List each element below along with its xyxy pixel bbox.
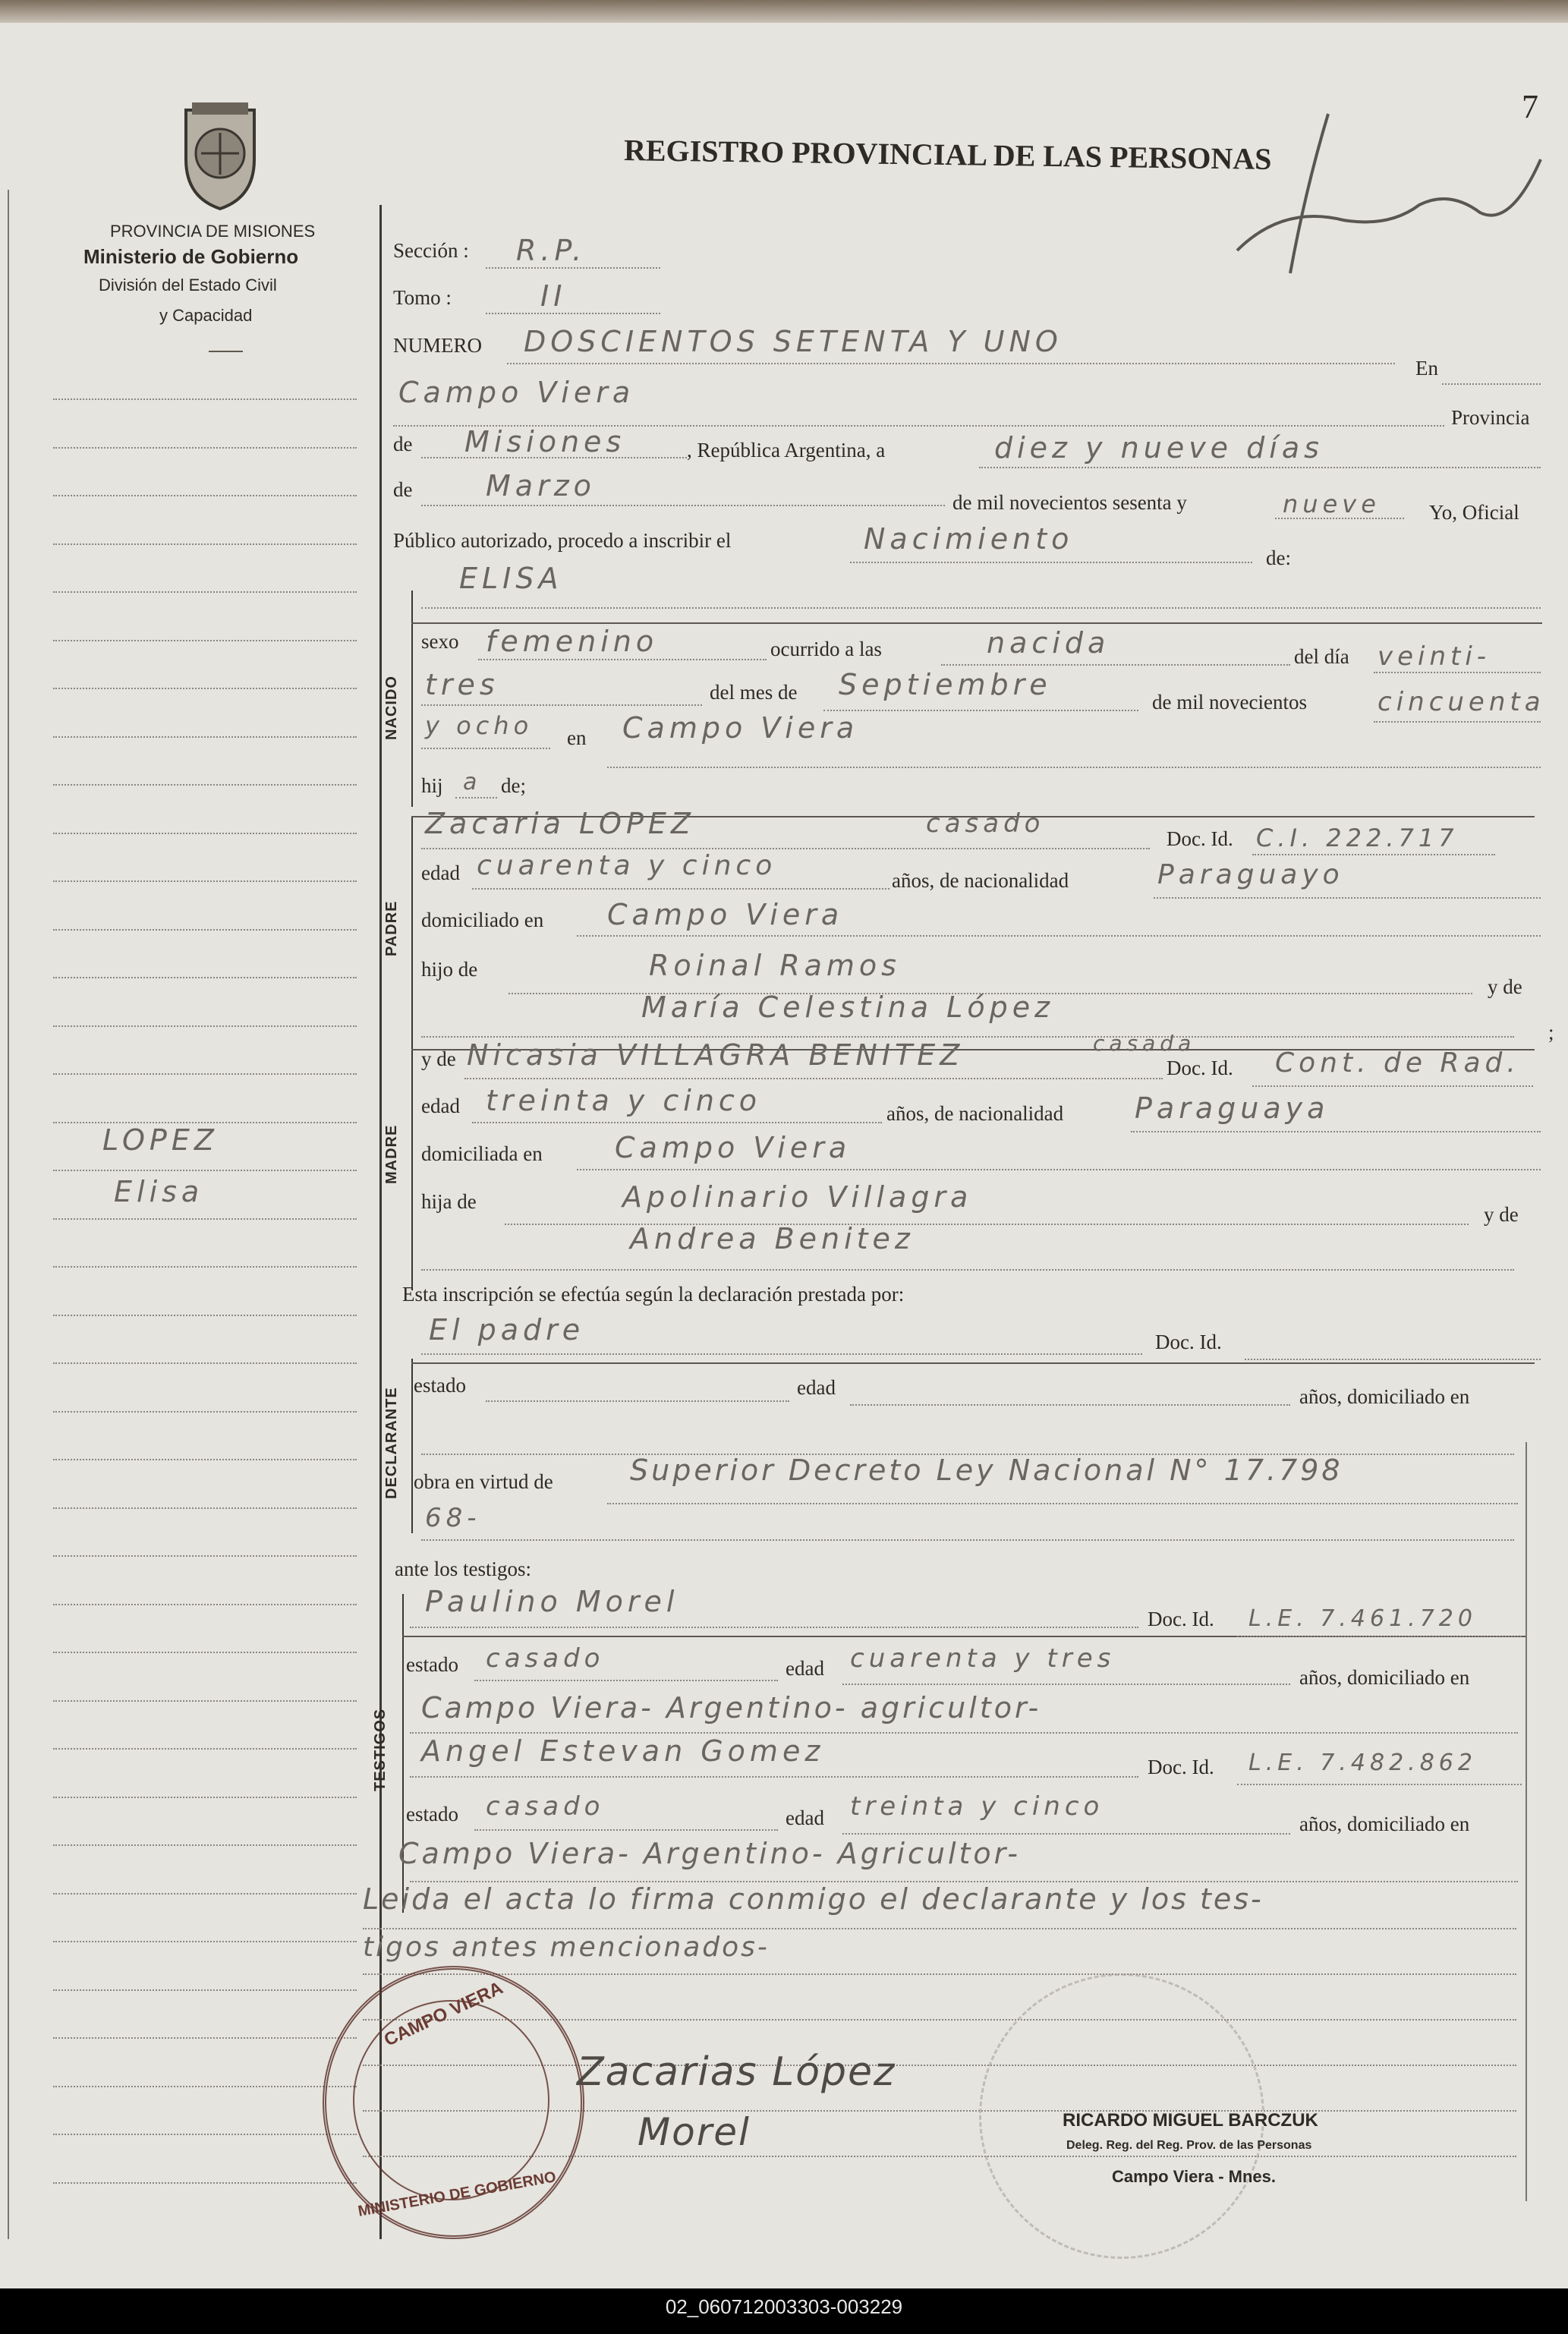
label-en: En <box>1415 357 1438 380</box>
margin-line <box>53 1989 357 1991</box>
margin-line <box>53 1266 357 1268</box>
lugar-nac-line <box>607 767 1541 768</box>
value-padre-estado: casado <box>926 808 1045 839</box>
dia-line-2 <box>421 704 702 706</box>
margin-line <box>53 1025 357 1027</box>
value-numero: DOSCIENTOS SETENTA Y UNO <box>524 325 1063 358</box>
value-t1-dom: Campo Viera- Argentino- agricultor- <box>421 1691 1042 1725</box>
value-dia-1: veinti- <box>1378 641 1491 672</box>
margin-line <box>53 2134 357 2135</box>
margin-line <box>53 688 357 689</box>
numero-line <box>507 363 1395 364</box>
margin-line <box>53 495 357 496</box>
margin-line <box>53 1411 357 1413</box>
padre-bracket <box>411 816 413 1066</box>
padre-doc-line <box>1252 854 1495 855</box>
t2-estado-line <box>474 1829 778 1831</box>
value-madre-dom: Campo Viera <box>615 1131 852 1164</box>
label-de-provincia: de <box>393 433 413 455</box>
label-t1-doc: Doc. Id. <box>1148 1608 1214 1630</box>
value-testigo1-nombre: Paulino Morel <box>425 1585 679 1618</box>
t1-estado-line <box>474 1680 778 1681</box>
label-t1-anos: años, domiciliado en <box>1299 1666 1470 1689</box>
label-decl-anos: años, domiciliado en <box>1299 1385 1470 1408</box>
value-t2-estado: casado <box>486 1791 605 1822</box>
value-fecha-mes: Marzo <box>486 469 596 502</box>
label-padre-dom: domiciliado en <box>421 909 544 931</box>
label-padre-yde: y de <box>1488 975 1522 998</box>
anio-nac-line-2 <box>421 748 550 749</box>
label-de-colon: de: <box>1266 546 1291 569</box>
closing-line-1: Leida el acta lo firma conmigo el declarante y los tes- <box>363 1882 1264 1916</box>
madre-nac-line <box>1131 1131 1541 1132</box>
issuer-ministry: Ministerio de Gobierno <box>83 245 299 268</box>
label-ocurrido: ocurrido a las <box>770 638 882 660</box>
closing-rule-1 <box>363 1928 1516 1929</box>
value-madre-doc: Cont. de Rad. <box>1275 1047 1520 1079</box>
document-title: REGISTRO PROVINCIAL DE LAS PERSONAS <box>623 133 1272 176</box>
margin-line <box>53 1170 357 1171</box>
label-yo-oficial: Yo, Oficial <box>1429 501 1519 524</box>
margin-line <box>53 880 357 882</box>
label-semicolon: ; <box>1548 1021 1554 1044</box>
margin-line <box>53 2037 357 2039</box>
madre-edad-line <box>472 1122 882 1123</box>
label-decl-doc: Doc. Id. <box>1155 1331 1222 1353</box>
value-padre-nac: Paraguayo <box>1157 859 1344 890</box>
label-de-mil-nov: de mil novecientos <box>1152 691 1307 713</box>
label-sexo: sexo <box>421 630 459 653</box>
label-madre-hija: hija de <box>421 1190 477 1213</box>
seal-text-top: CAMPO VIERA <box>381 1977 506 2051</box>
value-dia-2: tres <box>425 668 499 701</box>
padre-dom-line <box>577 935 1541 937</box>
acto-line <box>850 562 1252 563</box>
label-obra: obra en virtud de <box>414 1470 553 1493</box>
t1-edad-line <box>842 1684 1290 1685</box>
margin-line <box>53 1652 357 1653</box>
declarante-bracket <box>411 1359 413 1533</box>
label-padre-hijo: hijo de <box>421 958 478 981</box>
margin-line <box>53 736 357 738</box>
label-madre-dom: domiciliada en <box>421 1142 543 1165</box>
side-label-madre: MADRE <box>383 1124 400 1184</box>
padre-nac-line <box>1154 897 1541 899</box>
value-acto: Nacimiento <box>864 522 1074 556</box>
t2-doc-line <box>1237 1784 1522 1785</box>
decl-doc-line <box>1245 1359 1541 1360</box>
official-place: Campo Viera - Mnes. <box>1112 2167 1276 2186</box>
label-t2-anos: años, domiciliado en <box>1299 1813 1470 1835</box>
margin-line <box>53 1507 357 1509</box>
value-padre-doc: C.I. 222.717 <box>1256 824 1459 852</box>
margin-line <box>53 591 357 593</box>
value-fecha-dia: diez y nueve días <box>994 431 1324 465</box>
value-mes-nac: Septiembre <box>839 668 1052 701</box>
margin-line <box>53 398 357 400</box>
padre-edad-line <box>472 888 889 890</box>
label-de-semi: de; <box>501 774 526 797</box>
label-madre-nac: años, de nacionalidad <box>886 1102 1064 1125</box>
dia-line-1 <box>1374 672 1541 673</box>
value-t1-estado: casado <box>486 1643 605 1674</box>
margin-line <box>53 640 357 641</box>
label-t2-edad: edad <box>786 1806 824 1829</box>
margin-line <box>53 1073 357 1075</box>
label-madre-yde2: y de <box>1484 1203 1519 1226</box>
decl-estado-line <box>486 1400 789 1402</box>
issuer-divider <box>209 351 243 352</box>
decl-edad-line <box>850 1404 1290 1406</box>
value-anio-nac-1: cincuenta <box>1378 687 1545 717</box>
padre-madre-line <box>421 1036 1514 1038</box>
page-number: 7 <box>1522 88 1538 125</box>
label-republica: , República Argentina, a <box>687 439 886 461</box>
value-madre-madre: Andrea Benitez <box>630 1222 915 1255</box>
label-seccion: Sección : <box>393 239 469 262</box>
right-edge-rule <box>1525 1442 1527 2201</box>
tomo-line <box>486 313 660 314</box>
label-de-mil: de mil novecientos sesenta y <box>952 491 1187 514</box>
hij-line <box>455 797 497 798</box>
value-t1-doc: L.E. 7.461.720 <box>1248 1605 1477 1632</box>
madre-nombre-line <box>464 1078 1163 1079</box>
value-padre-madre: María Celestina López <box>641 991 1055 1024</box>
margin-line <box>53 1555 357 1557</box>
margin-line <box>53 2182 357 2184</box>
label-madre-doc: Doc. Id. <box>1167 1057 1233 1079</box>
value-lugar: Campo Viera <box>398 376 635 409</box>
value-madre-nombre: Nicasia VILLAGRA BENITEZ <box>467 1038 965 1072</box>
label-hij: hij <box>421 774 443 797</box>
value-hora: nacida <box>987 626 1110 660</box>
issuer-capacity: y Capacidad <box>159 306 253 325</box>
margin-given-name: Elisa <box>114 1175 204 1208</box>
value-anio: nueve <box>1283 490 1381 518</box>
label-t2-doc: Doc. Id. <box>1148 1756 1214 1778</box>
fecha-mes-line <box>421 505 945 506</box>
padre-nombre-line <box>421 848 1150 849</box>
signature-witness: Morel <box>638 2110 751 2154</box>
value-seccion: R.P. <box>516 234 587 267</box>
official-name: RICARDO MIGUEL BARCZUK <box>1063 2110 1318 2131</box>
margin-line <box>53 1797 357 1798</box>
value-madre-estado: casada <box>1093 1031 1196 1056</box>
label-padre-doc: Doc. Id. <box>1167 827 1233 850</box>
value-provincia: Misiones <box>464 425 626 458</box>
declarante-top-rule <box>411 1362 1535 1364</box>
label-del-mes: del mes de <box>710 681 798 704</box>
value-madre-padre: Apolinario Villagra <box>622 1180 973 1214</box>
hora-line <box>941 664 1290 666</box>
t1-doc-line <box>1237 1636 1522 1637</box>
madre-madre-line <box>421 1269 1514 1271</box>
t2-edad-line <box>842 1833 1290 1835</box>
value-hij: a <box>463 769 482 795</box>
value-padre-padre: Roinal Ramos <box>649 949 901 982</box>
margin-line <box>53 1362 357 1364</box>
nombre-line <box>421 607 1541 609</box>
margin-line <box>53 1315 357 1316</box>
side-label-nacido: NACIDO <box>383 676 400 740</box>
madre-bracket <box>411 1047 413 1290</box>
label-tomo: Tomo : <box>393 286 452 309</box>
label-ante-testigos: ante los testigos: <box>395 1558 531 1580</box>
anio-nac-line-1 <box>1374 721 1541 723</box>
value-sexo: femenino <box>486 625 659 658</box>
signature-declarante: Zacarias López <box>577 2049 896 2095</box>
label-madre-edad: edad <box>421 1095 460 1117</box>
madre-doc-line <box>1252 1085 1533 1087</box>
margin-line <box>53 1748 357 1750</box>
value-lugar-nac: Campo Viera <box>622 711 859 745</box>
label-t2-estado: estado <box>406 1803 458 1825</box>
side-label-testigos: TESTIGOS <box>372 1708 389 1791</box>
label-padre-edad: edad <box>421 861 460 884</box>
provincial-crest-icon <box>171 99 269 213</box>
official-title: Deleg. Reg. del Reg. Prov. de las Personas <box>1066 2139 1312 2152</box>
closing-line-2: tigos antes mencionados- <box>363 1932 770 1963</box>
value-declarante: El padre <box>429 1313 585 1347</box>
signature-top-icon <box>1192 99 1548 288</box>
margin-line <box>53 929 357 931</box>
madre-dom-line <box>577 1169 1541 1170</box>
scan-caption: 02_060712003303-003229 <box>665 2295 903 2318</box>
label-numero: NUMERO <box>393 334 483 357</box>
value-padre-nombre: Zacaria LOPEZ <box>425 807 695 840</box>
testigo1-line <box>410 1627 1138 1628</box>
left-margin-rule <box>8 190 9 2239</box>
value-nombre: ELISA <box>459 562 563 595</box>
side-label-declarante: DECLARANTE <box>383 1387 400 1499</box>
label-esta-inscripcion: Esta inscripción se efectúa según la declaración prestada por: <box>402 1283 905 1306</box>
value-obra-cont: 68- <box>425 1503 481 1533</box>
label-madre-yde: y de <box>421 1047 456 1070</box>
fecha-dia-line <box>979 467 1541 468</box>
testigo2-line <box>410 1776 1138 1778</box>
label-publico: Público autorizado, procedo a inscribir el <box>393 529 732 552</box>
margin-line <box>53 1941 357 1942</box>
value-t2-edad: treinta y cinco <box>850 1791 1104 1822</box>
value-madre-nac: Paraguaya <box>1135 1091 1330 1125</box>
margin-line <box>53 1844 357 1846</box>
value-t1-edad: cuarenta y tres <box>850 1643 1116 1674</box>
sexo-line <box>478 659 767 660</box>
side-label-padre: PADRE <box>383 900 400 956</box>
nacido-top-rule <box>411 622 1542 624</box>
label-padre-nac: años, de nacionalidad <box>892 869 1069 892</box>
obra-line-2 <box>421 1539 1514 1541</box>
t1-dom-line <box>410 1732 1518 1734</box>
margin-line <box>53 543 357 545</box>
label-de-mes: de <box>393 478 413 501</box>
document-top-edge <box>0 0 1568 23</box>
margin-line <box>53 1893 357 1895</box>
value-padre-dom: Campo Viera <box>607 898 844 931</box>
en-line <box>1442 383 1541 385</box>
margin-line <box>53 1604 357 1605</box>
official-seal-inner <box>353 2000 549 2200</box>
value-padre-edad: cuarenta y cinco <box>477 850 777 881</box>
value-t2-doc: L.E. 7.482.862 <box>1248 1750 1477 1776</box>
seccion-line <box>486 267 660 269</box>
closing-rule-2 <box>363 1973 1516 1975</box>
label-decl-estado: estado <box>414 1374 466 1397</box>
margin-line <box>53 1700 357 1702</box>
value-anio-nac-2: y ocho <box>425 711 534 740</box>
value-t2-dom: Campo Viera- Argentino- Agricultor- <box>398 1837 1021 1870</box>
label-provincia: Provincia <box>1451 406 1530 429</box>
seal-text-bottom: MINISTERIO DE GOBIERNO <box>357 2169 558 2220</box>
margin-line <box>53 977 357 978</box>
value-obra: Superior Decreto Ley Nacional N° 17.798 <box>630 1454 1343 1487</box>
label-decl-edad: edad <box>797 1376 836 1399</box>
issuer-division: División del Estado Civil <box>99 276 277 295</box>
margin-line <box>53 1218 357 1220</box>
value-tomo: II <box>540 279 567 313</box>
margin-line <box>53 784 357 786</box>
declarante-line <box>421 1353 1142 1355</box>
label-en-lugar: en <box>567 726 587 749</box>
label-t1-edad: edad <box>786 1657 824 1680</box>
margin-line <box>53 1459 357 1460</box>
label-del-dia: del día <box>1294 645 1349 668</box>
margin-line <box>53 447 357 449</box>
value-madre-edad: treinta y cinco <box>486 1084 762 1117</box>
value-testigo2-nombre: Angel Estevan Gomez <box>421 1734 825 1768</box>
issuer-province: PROVINCIA DE MISIONES <box>110 222 316 241</box>
mes-nac-line <box>823 710 1138 711</box>
obra-line <box>607 1503 1518 1504</box>
margin-line <box>53 833 357 834</box>
margin-line <box>53 2086 357 2087</box>
margin-surname: LOPEZ <box>102 1123 219 1157</box>
label-t1-estado: estado <box>406 1653 458 1676</box>
